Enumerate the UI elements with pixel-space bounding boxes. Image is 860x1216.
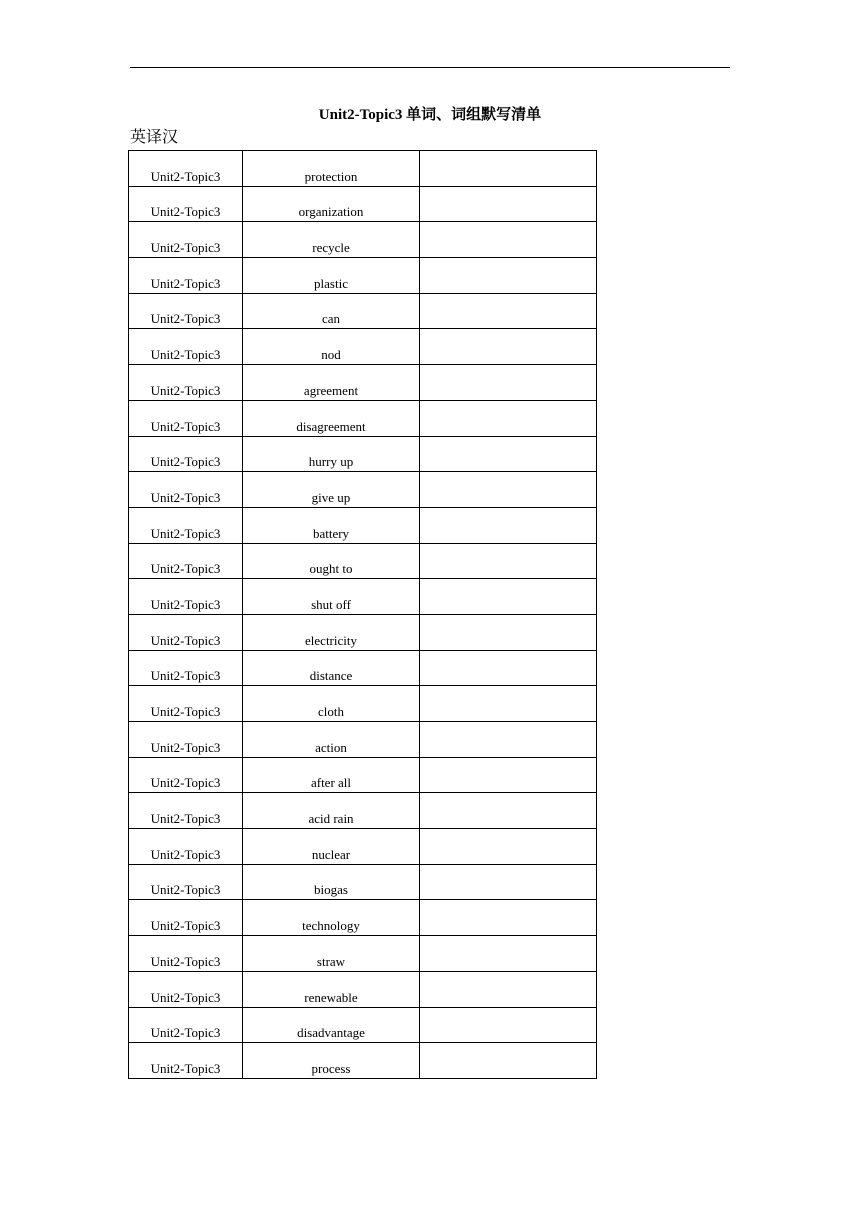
word-cell: give up (243, 472, 420, 508)
unit-cell: Unit2-Topic3 (129, 1007, 243, 1043)
unit-cell: Unit2-Topic3 (129, 472, 243, 508)
answer-blank-cell[interactable] (420, 293, 597, 329)
answer-blank-cell[interactable] (420, 579, 597, 615)
unit-cell: Unit2-Topic3 (129, 222, 243, 258)
vocabulary-table (128, 150, 597, 1079)
answer-blank-cell[interactable] (420, 650, 597, 686)
section-label: 英译汉 (130, 129, 179, 146)
unit-cell: Unit2-Topic3 (129, 579, 243, 615)
table-row (129, 864, 597, 900)
table-row (129, 472, 597, 508)
answer-blank-cell[interactable] (420, 829, 597, 865)
word-cell: recycle (243, 222, 420, 258)
answer-blank-cell[interactable] (420, 757, 597, 793)
word-cell: acid rain (243, 793, 420, 829)
unit-cell: Unit2-Topic3 (129, 971, 243, 1007)
word-cell: plastic (243, 258, 420, 294)
table-row (129, 757, 597, 793)
answer-blank-cell[interactable] (420, 222, 597, 258)
answer-blank-cell[interactable] (420, 258, 597, 294)
unit-cell: Unit2-Topic3 (129, 650, 243, 686)
unit-cell: Unit2-Topic3 (129, 614, 243, 650)
document-title: Unit2-Topic3 单词、词组默写清单 (318, 107, 542, 123)
word-cell: hurry up (243, 436, 420, 472)
unit-cell: Unit2-Topic3 (129, 722, 243, 758)
unit-cell: Unit2-Topic3 (129, 400, 243, 436)
table-row (129, 829, 597, 865)
answer-blank-cell[interactable] (420, 400, 597, 436)
unit-cell: Unit2-Topic3 (129, 686, 243, 722)
word-cell: protection (243, 151, 420, 187)
vocabulary-table-body (129, 151, 597, 1079)
table-row (129, 722, 597, 758)
word-cell: distance (243, 650, 420, 686)
table-row (129, 436, 597, 472)
word-cell: nuclear (243, 829, 420, 865)
table-row (129, 151, 597, 187)
table-row (129, 793, 597, 829)
answer-blank-cell[interactable] (420, 686, 597, 722)
answer-blank-cell[interactable] (420, 507, 597, 543)
word-cell: action (243, 722, 420, 758)
unit-cell: Unit2-Topic3 (129, 864, 243, 900)
table-row (129, 400, 597, 436)
unit-cell: Unit2-Topic3 (129, 900, 243, 936)
table-row (129, 507, 597, 543)
unit-cell: Unit2-Topic3 (129, 436, 243, 472)
word-cell: cloth (243, 686, 420, 722)
word-cell: battery (243, 507, 420, 543)
table-row (129, 186, 597, 222)
table-row (129, 579, 597, 615)
unit-cell: Unit2-Topic3 (129, 365, 243, 401)
table-row (129, 1007, 597, 1043)
table-row (129, 258, 597, 294)
answer-blank-cell[interactable] (420, 1043, 597, 1079)
unit-cell: Unit2-Topic3 (129, 329, 243, 365)
table-row (129, 222, 597, 258)
header-rule (130, 67, 730, 68)
unit-cell: Unit2-Topic3 (129, 936, 243, 972)
table-row (129, 329, 597, 365)
unit-cell: Unit2-Topic3 (129, 151, 243, 187)
answer-blank-cell[interactable] (420, 472, 597, 508)
word-cell: renewable (243, 971, 420, 1007)
word-cell: technology (243, 900, 420, 936)
answer-blank-cell[interactable] (420, 543, 597, 579)
answer-blank-cell[interactable] (420, 900, 597, 936)
word-cell: organization (243, 186, 420, 222)
answer-blank-cell[interactable] (420, 436, 597, 472)
unit-cell: Unit2-Topic3 (129, 543, 243, 579)
answer-blank-cell[interactable] (420, 329, 597, 365)
word-cell: nod (243, 329, 420, 365)
answer-blank-cell[interactable] (420, 864, 597, 900)
answer-blank-cell[interactable] (420, 614, 597, 650)
unit-cell: Unit2-Topic3 (129, 1043, 243, 1079)
table-row (129, 543, 597, 579)
table-row (129, 900, 597, 936)
word-cell: disadvantage (243, 1007, 420, 1043)
answer-blank-cell[interactable] (420, 186, 597, 222)
answer-blank-cell[interactable] (420, 365, 597, 401)
answer-blank-cell[interactable] (420, 793, 597, 829)
word-cell: ought to (243, 543, 420, 579)
answer-blank-cell[interactable] (420, 722, 597, 758)
word-cell: agreement (243, 365, 420, 401)
table-row (129, 936, 597, 972)
table-row (129, 686, 597, 722)
table-row (129, 293, 597, 329)
word-cell: biogas (243, 864, 420, 900)
unit-cell: Unit2-Topic3 (129, 757, 243, 793)
unit-cell: Unit2-Topic3 (129, 186, 243, 222)
table-row (129, 365, 597, 401)
unit-cell: Unit2-Topic3 (129, 793, 243, 829)
table-row (129, 971, 597, 1007)
answer-blank-cell[interactable] (420, 971, 597, 1007)
word-cell: after all (243, 757, 420, 793)
word-cell: electricity (243, 614, 420, 650)
answer-blank-cell[interactable] (420, 151, 597, 187)
unit-cell: Unit2-Topic3 (129, 829, 243, 865)
word-cell: process (243, 1043, 420, 1079)
word-cell: can (243, 293, 420, 329)
word-cell: disagreement (243, 400, 420, 436)
unit-cell: Unit2-Topic3 (129, 293, 243, 329)
table-row (129, 614, 597, 650)
unit-cell: Unit2-Topic3 (129, 258, 243, 294)
unit-cell: Unit2-Topic3 (129, 507, 243, 543)
table-row (129, 650, 597, 686)
answer-blank-cell[interactable] (420, 936, 597, 972)
word-cell: straw (243, 936, 420, 972)
word-cell: shut off (243, 579, 420, 615)
table-row (129, 1043, 597, 1079)
answer-blank-cell[interactable] (420, 1007, 597, 1043)
